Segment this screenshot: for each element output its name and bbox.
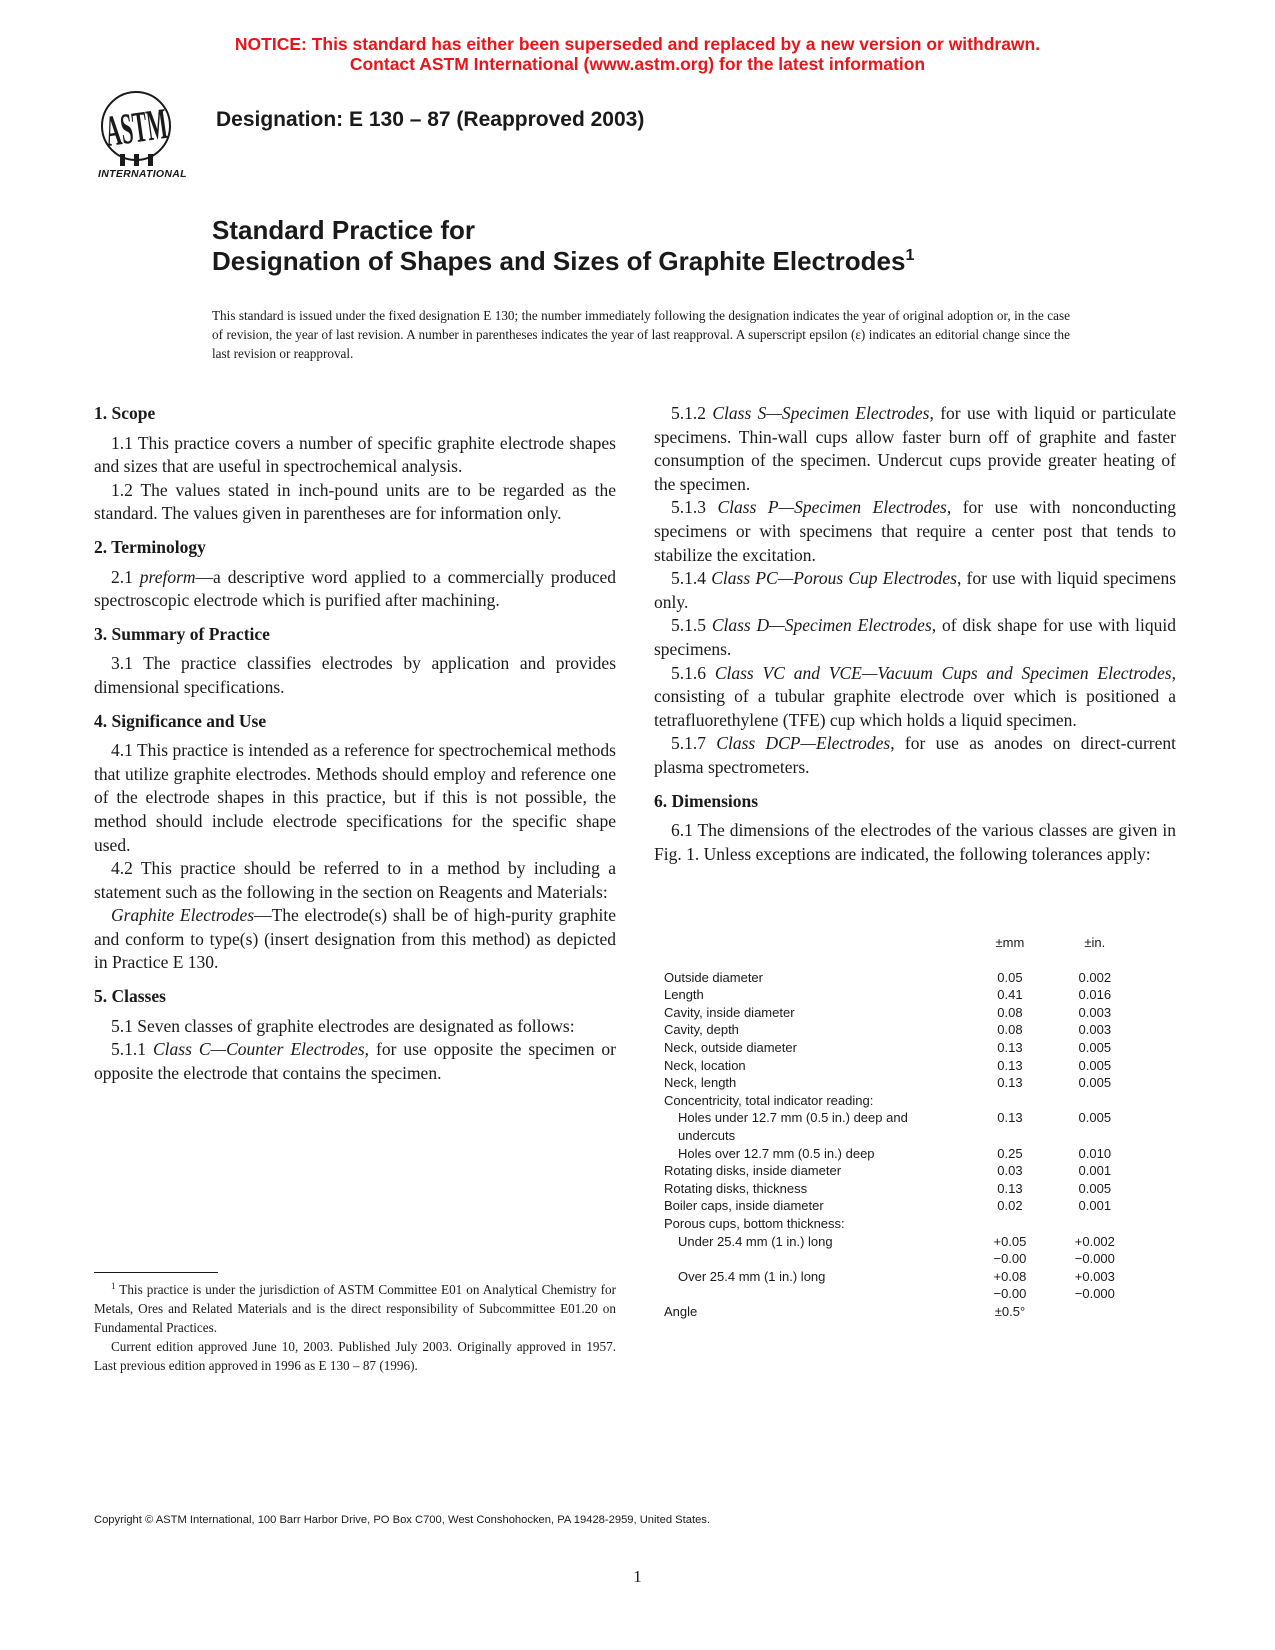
tolerance-row bbox=[664, 1145, 1134, 1163]
tolerance-table bbox=[664, 934, 1134, 1320]
paragraph-1-1: 1.1 This practice covers a number of specific graphite electrode shapes and sizes that are useful in spectrochemical analysis. bbox=[94, 432, 616, 477]
tolerance-header-in: ±in. bbox=[1084, 935, 1106, 950]
tolerance-label: Over 25.4 mm (1 in.) long bbox=[678, 1268, 826, 1284]
tolerance-header-mm: ±mm bbox=[995, 935, 1025, 950]
tolerance-in-value bbox=[1056, 1215, 1134, 1233]
tolerance-label: Porous cups, bottom thickness: bbox=[664, 1215, 845, 1231]
paragraph-5-1-5: 5.1.5 Class D—Specimen Electrodes, of disk shape for use with liquid specimens. bbox=[654, 615, 1177, 659]
tolerance-row bbox=[664, 1021, 1134, 1039]
tolerance-mm-value: 0.08 bbox=[997, 1022, 1023, 1038]
tolerance-label bbox=[664, 1285, 964, 1303]
footnote bbox=[94, 1280, 616, 1375]
tolerance-label: Rotating disks, inside diameter bbox=[664, 1163, 842, 1179]
tolerance-header-row bbox=[664, 934, 1134, 969]
title-line-1: Standard Practice for bbox=[212, 215, 475, 245]
tolerance-in-value bbox=[1056, 1303, 1134, 1321]
section-heading-terminology: 2. Terminology bbox=[94, 536, 206, 557]
paragraph-5-1-6: 5.1.6 Class VC and VCE—Vacuum Cups and Specimen Electrodes, consisting of a tubular graphite electrode over which is positioned a tetrafluorethylene (TFE) cup which holds a liquid specimen. bbox=[654, 662, 1176, 730]
paragraph-4-2: 4.2 This practice should be referred to in a method by including a statement such as the following in the section on Reagents and Materials: bbox=[94, 858, 616, 902]
tolerance-in-value: 0.003 bbox=[1078, 1004, 1112, 1020]
tolerance-label bbox=[664, 1250, 964, 1268]
issuance-statement: This standard is issued under the fixed designation E 130; the number immediately following the designation indicates the year of original adoption or, in the case of revision, the year of last revision. A number in parentheses indicates the year of last reapproval. A superscript epsilon (ε) indicates an editorial change since the last revision or reapproval. bbox=[212, 308, 1070, 361]
tolerance-row bbox=[664, 1268, 1134, 1286]
tolerance-mm-value: 0.13 bbox=[997, 1039, 1023, 1055]
tolerance-mm-value bbox=[964, 1215, 1055, 1233]
section-heading-significance: 4. Significance and Use bbox=[94, 710, 267, 731]
paragraph-1-2: 1.2 The values stated in inch-pound units are to be regarded as the standard. The values given in parentheses are for information only. bbox=[94, 479, 616, 524]
logo-wordmark: INTERNATIONAL bbox=[98, 168, 187, 180]
tolerance-label: Holes under 12.7 mm (0.5 in.) deep and undercuts bbox=[678, 1110, 908, 1143]
notice-line-2: Contact ASTM International (www.astm.org) for the latest information bbox=[349, 54, 926, 74]
tolerance-mm-value: 0.08 bbox=[997, 1004, 1023, 1020]
footnote-divider bbox=[94, 1272, 218, 1273]
logo-mark: ASTM bbox=[102, 89, 235, 157]
title-line-2: Designation of Shapes and Sizes of Graphite Electrodes$^1$ bbox=[212, 246, 915, 276]
tolerance-label: Neck, outside diameter bbox=[664, 1039, 797, 1055]
designation: Designation: E 130 – 87 (Reapproved 2003) bbox=[216, 108, 645, 131]
tolerance-in-value: 0.005 bbox=[1078, 1110, 1112, 1126]
paragraph-6-1: 6.1 The dimensions of the electrodes of the various classes are given in Fig. 1. Unless exceptions are indicated, the following tolerances apply: bbox=[654, 820, 1176, 864]
notice-line-1: NOTICE: This standard has either been superseded and replaced by a new version or withdrawn. bbox=[234, 34, 1041, 54]
page-number: 1 bbox=[633, 1567, 642, 1586]
tolerance-row bbox=[664, 1004, 1134, 1022]
paragraph-3-1: 3.1 The practice classifies electrodes by application and provides dimensional specifications. bbox=[94, 653, 616, 697]
tolerance-in-value: 0.005 bbox=[1078, 1180, 1112, 1196]
tolerance-mm-value: 0.03 bbox=[997, 1163, 1023, 1179]
tolerance-in-value bbox=[1056, 1092, 1134, 1110]
tolerance-row bbox=[664, 1109, 1134, 1144]
tolerance-mm-value: +0.08 bbox=[993, 1268, 1027, 1284]
document-title bbox=[212, 215, 1212, 277]
copyright: Copyright © ASTM International, 100 Barr Harbor Drive, PO Box C700, West Conshohocken, PA 19428-2959, United States. bbox=[94, 1514, 710, 1526]
tolerance-mm-value: −0.00 bbox=[993, 1251, 1027, 1267]
paragraph-5-1-1: 5.1.1 Class C—Counter Electrodes, for use opposite the specimen or opposite the electrode that contains the specimen. bbox=[94, 1039, 616, 1083]
tolerance-label: Angle bbox=[664, 1303, 698, 1319]
tolerance-label: Under 25.4 mm (1 in.) long bbox=[678, 1233, 833, 1249]
tolerance-label: Neck, length bbox=[664, 1075, 737, 1091]
withdrawal-notice bbox=[0, 34, 1275, 74]
right-column bbox=[654, 402, 1176, 866]
tolerance-mm-value: −0.00 bbox=[993, 1286, 1027, 1302]
tolerance-row bbox=[664, 1162, 1134, 1180]
tolerance-label: Concentricity, total indicator reading: bbox=[664, 1092, 874, 1108]
tolerance-in-value: 0.005 bbox=[1078, 1039, 1112, 1055]
paragraph-4-2-example: Graphite Electrodes—The electrode(s) shall be of high-purity graphite and conform to type(s) (insert designation from this method) as depicted in Practice E 130. bbox=[94, 905, 616, 973]
tolerance-row bbox=[664, 1285, 1134, 1303]
tolerance-row bbox=[664, 986, 1134, 1004]
tolerance-in-value: 0.001 bbox=[1078, 1198, 1112, 1214]
tolerance-mm-value: 0.13 bbox=[997, 1180, 1023, 1196]
tolerance-in-value: 0.002 bbox=[1078, 969, 1112, 985]
tolerance-label: Length bbox=[664, 987, 704, 1003]
paragraph-5-1-4: 5.1.4 Class PC—Porous Cup Electrodes, for use with liquid specimens only. bbox=[654, 568, 1176, 612]
tolerance-mm-value: +0.05 bbox=[993, 1233, 1027, 1249]
tolerance-mm-value: 0.41 bbox=[997, 987, 1023, 1003]
tolerance-row bbox=[664, 1303, 1134, 1321]
tolerance-row bbox=[664, 1057, 1134, 1075]
tolerance-row bbox=[664, 1215, 1134, 1233]
tolerance-row bbox=[664, 1074, 1134, 1092]
section-heading-scope: 1. Scope bbox=[94, 403, 156, 423]
tolerance-in-value: −0.000 bbox=[1074, 1286, 1115, 1302]
tolerance-in-value: 0.016 bbox=[1078, 987, 1112, 1003]
left-column bbox=[94, 402, 616, 1085]
tolerance-label: Neck, location bbox=[664, 1057, 746, 1073]
paragraph-5-1-7: 5.1.7 Class DCP—Electrodes, for use as anodes on direct-current plasma spectrometers. bbox=[654, 733, 1177, 777]
paragraph-2-1: 2.1 preform—a descriptive word applied to a commercially produced spectroscopic electrode which is purified after machining. bbox=[94, 566, 617, 611]
tolerance-label: Outside diameter bbox=[664, 969, 763, 985]
tolerance-in-value: +0.002 bbox=[1074, 1233, 1115, 1249]
section-heading-classes: 5. Classes bbox=[94, 986, 166, 1007]
tolerance-mm-value: 0.25 bbox=[997, 1145, 1023, 1161]
tolerance-mm-value: 0.13 bbox=[997, 1110, 1023, 1126]
tolerance-label: Holes over 12.7 mm (0.5 in.) deep bbox=[678, 1145, 875, 1161]
tolerance-label: Boiler caps, inside diameter bbox=[664, 1198, 824, 1214]
paragraph-5-1-2: 5.1.2 Class S—Specimen Electrodes, for use with liquid or particulate specimens. Thin-wall cups allow faster burn off of graphite and faster consumption of the specimen. Undercut cups provide greater heating of the specimen. bbox=[654, 403, 1176, 494]
tolerance-in-value: 0.001 bbox=[1078, 1163, 1112, 1179]
tolerance-label: Rotating disks, thickness bbox=[664, 1180, 808, 1196]
tolerance-row bbox=[664, 1039, 1134, 1057]
tolerance-in-value: −0.000 bbox=[1074, 1251, 1115, 1267]
footnote-1: $^1$ This practice is under the jurisdiction of ASTM Committee E01 on Analytical Chemistry for Metals, Ores and Related Materials and is the direct responsibility of Subcommittee E01.20 on Fundamental Practices. bbox=[94, 1281, 616, 1335]
paragraph-4-1: 4.1 This practice is intended as a reference for spectrochemical methods that utilize graphite electrodes. Methods should employ and reference one of the electrode shapes in this practice, but if this is not possible, the method should include electrode specifications for the specific shape used. bbox=[94, 740, 616, 855]
tolerance-label: Cavity, depth bbox=[664, 1022, 739, 1038]
tolerance-row bbox=[664, 1250, 1134, 1268]
tolerance-mm-value: ±0.5° bbox=[994, 1303, 1026, 1319]
tolerance-row bbox=[664, 1092, 1134, 1110]
tolerance-in-value: 0.005 bbox=[1078, 1057, 1112, 1073]
tolerance-in-value: 0.010 bbox=[1078, 1145, 1112, 1161]
tolerance-mm-value: 0.05 bbox=[997, 969, 1023, 985]
tolerance-mm-value: 0.02 bbox=[997, 1198, 1023, 1214]
tolerance-in-value: 0.005 bbox=[1078, 1075, 1112, 1091]
tolerance-mm-value: 0.13 bbox=[997, 1075, 1023, 1091]
tolerance-row bbox=[664, 1180, 1134, 1198]
tolerance-mm-value: 0.13 bbox=[997, 1057, 1023, 1073]
section-heading-dimensions: 6. Dimensions bbox=[654, 790, 759, 811]
paragraph-5-1: 5.1 Seven classes of graphite electrodes are designated as follows: bbox=[111, 1015, 575, 1036]
footnote-1-edition: Current edition approved June 10, 2003. Published July 2003. Originally approved in 1957. Last previous edition approved in 1996 as E 130 – 87 (1996). bbox=[94, 1339, 616, 1373]
paragraph-5-1-3: 5.1.3 Class P—Specimen Electrodes, for use with nonconducting specimens or with specimens that require a center post that tends to stabilize the excitation. bbox=[654, 497, 1176, 565]
tolerance-row bbox=[664, 1197, 1134, 1215]
tolerance-in-value: +0.003 bbox=[1074, 1268, 1115, 1284]
tolerance-label: Cavity, inside diameter bbox=[664, 1004, 795, 1020]
tolerance-row bbox=[664, 969, 1134, 987]
section-heading-summary: 3. Summary of Practice bbox=[94, 623, 270, 644]
title-footnote-mark: 1 bbox=[905, 247, 915, 264]
tolerance-mm-value bbox=[964, 1092, 1055, 1110]
tolerance-in-value: 0.003 bbox=[1078, 1022, 1112, 1038]
tolerance-row bbox=[664, 1233, 1134, 1251]
